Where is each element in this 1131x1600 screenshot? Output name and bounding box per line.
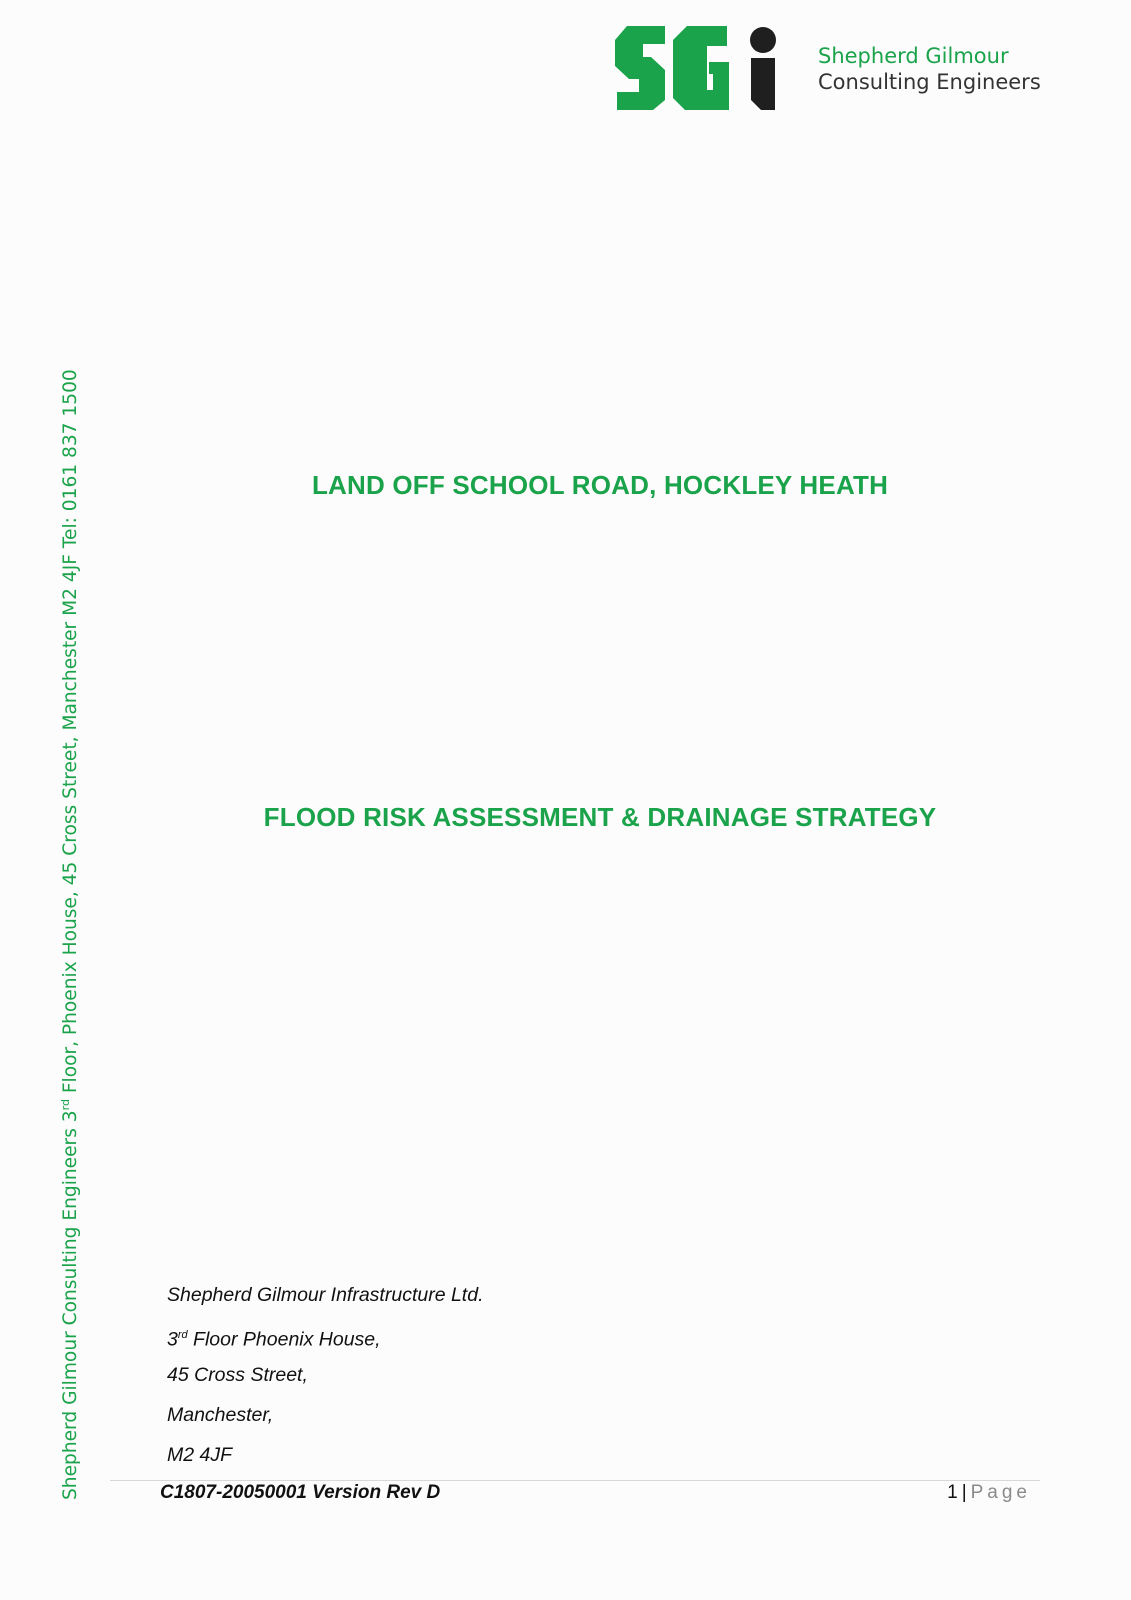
- address-block: [167, 1280, 484, 1480]
- address-street: 45 Cross Street,: [167, 1364, 308, 1386]
- sidebar-text-part1: Shepherd Gilmour Consulting Engineers 3: [60, 1110, 82, 1500]
- address-city: Manchester,: [167, 1404, 274, 1426]
- page-label: Page: [970, 1482, 1031, 1503]
- logo-line-tagline: Consulting Engineers: [818, 70, 1041, 94]
- document-title: FLOOD RISK ASSESSMENT & DRAINAGE STRATEGY: [263, 802, 937, 832]
- sidebar-ordinal: rd: [59, 1099, 72, 1111]
- footer-divider: [110, 1480, 1040, 1481]
- company-logo: [605, 24, 1045, 114]
- address-postcode: M2 4JF: [167, 1444, 233, 1466]
- address-floor-rest: Floor Phoenix House,: [187, 1328, 381, 1351]
- sidebar-text-part2: Floor, Phoenix House, 45 Cross Street, Manchester M2 4JF Tel: 0161 837 1500: [60, 369, 82, 1100]
- logo-line-company: Shepherd Gilmour: [818, 44, 1009, 68]
- address-floor-number: 3: [167, 1328, 178, 1351]
- address-floor: [167, 1320, 484, 1360]
- sidebar-contact-text: [55, 350, 82, 1500]
- page-number: 1: [947, 1482, 958, 1503]
- page-separator: |: [961, 1482, 967, 1503]
- sgi-logo-mark: [605, 24, 785, 112]
- address-floor-ordinal: rd: [177, 1329, 188, 1341]
- footer-reference: C1807-20050001 Version Rev D: [160, 1482, 441, 1503]
- address-company: Shepherd Gilmour Infrastructure Ltd.: [167, 1284, 484, 1306]
- site-title: LAND OFF SCHOOL ROAD, HOCKLEY HEATH: [311, 470, 889, 500]
- logo-wordmark: [818, 43, 1041, 95]
- footer-page-indicator: [947, 1482, 1031, 1504]
